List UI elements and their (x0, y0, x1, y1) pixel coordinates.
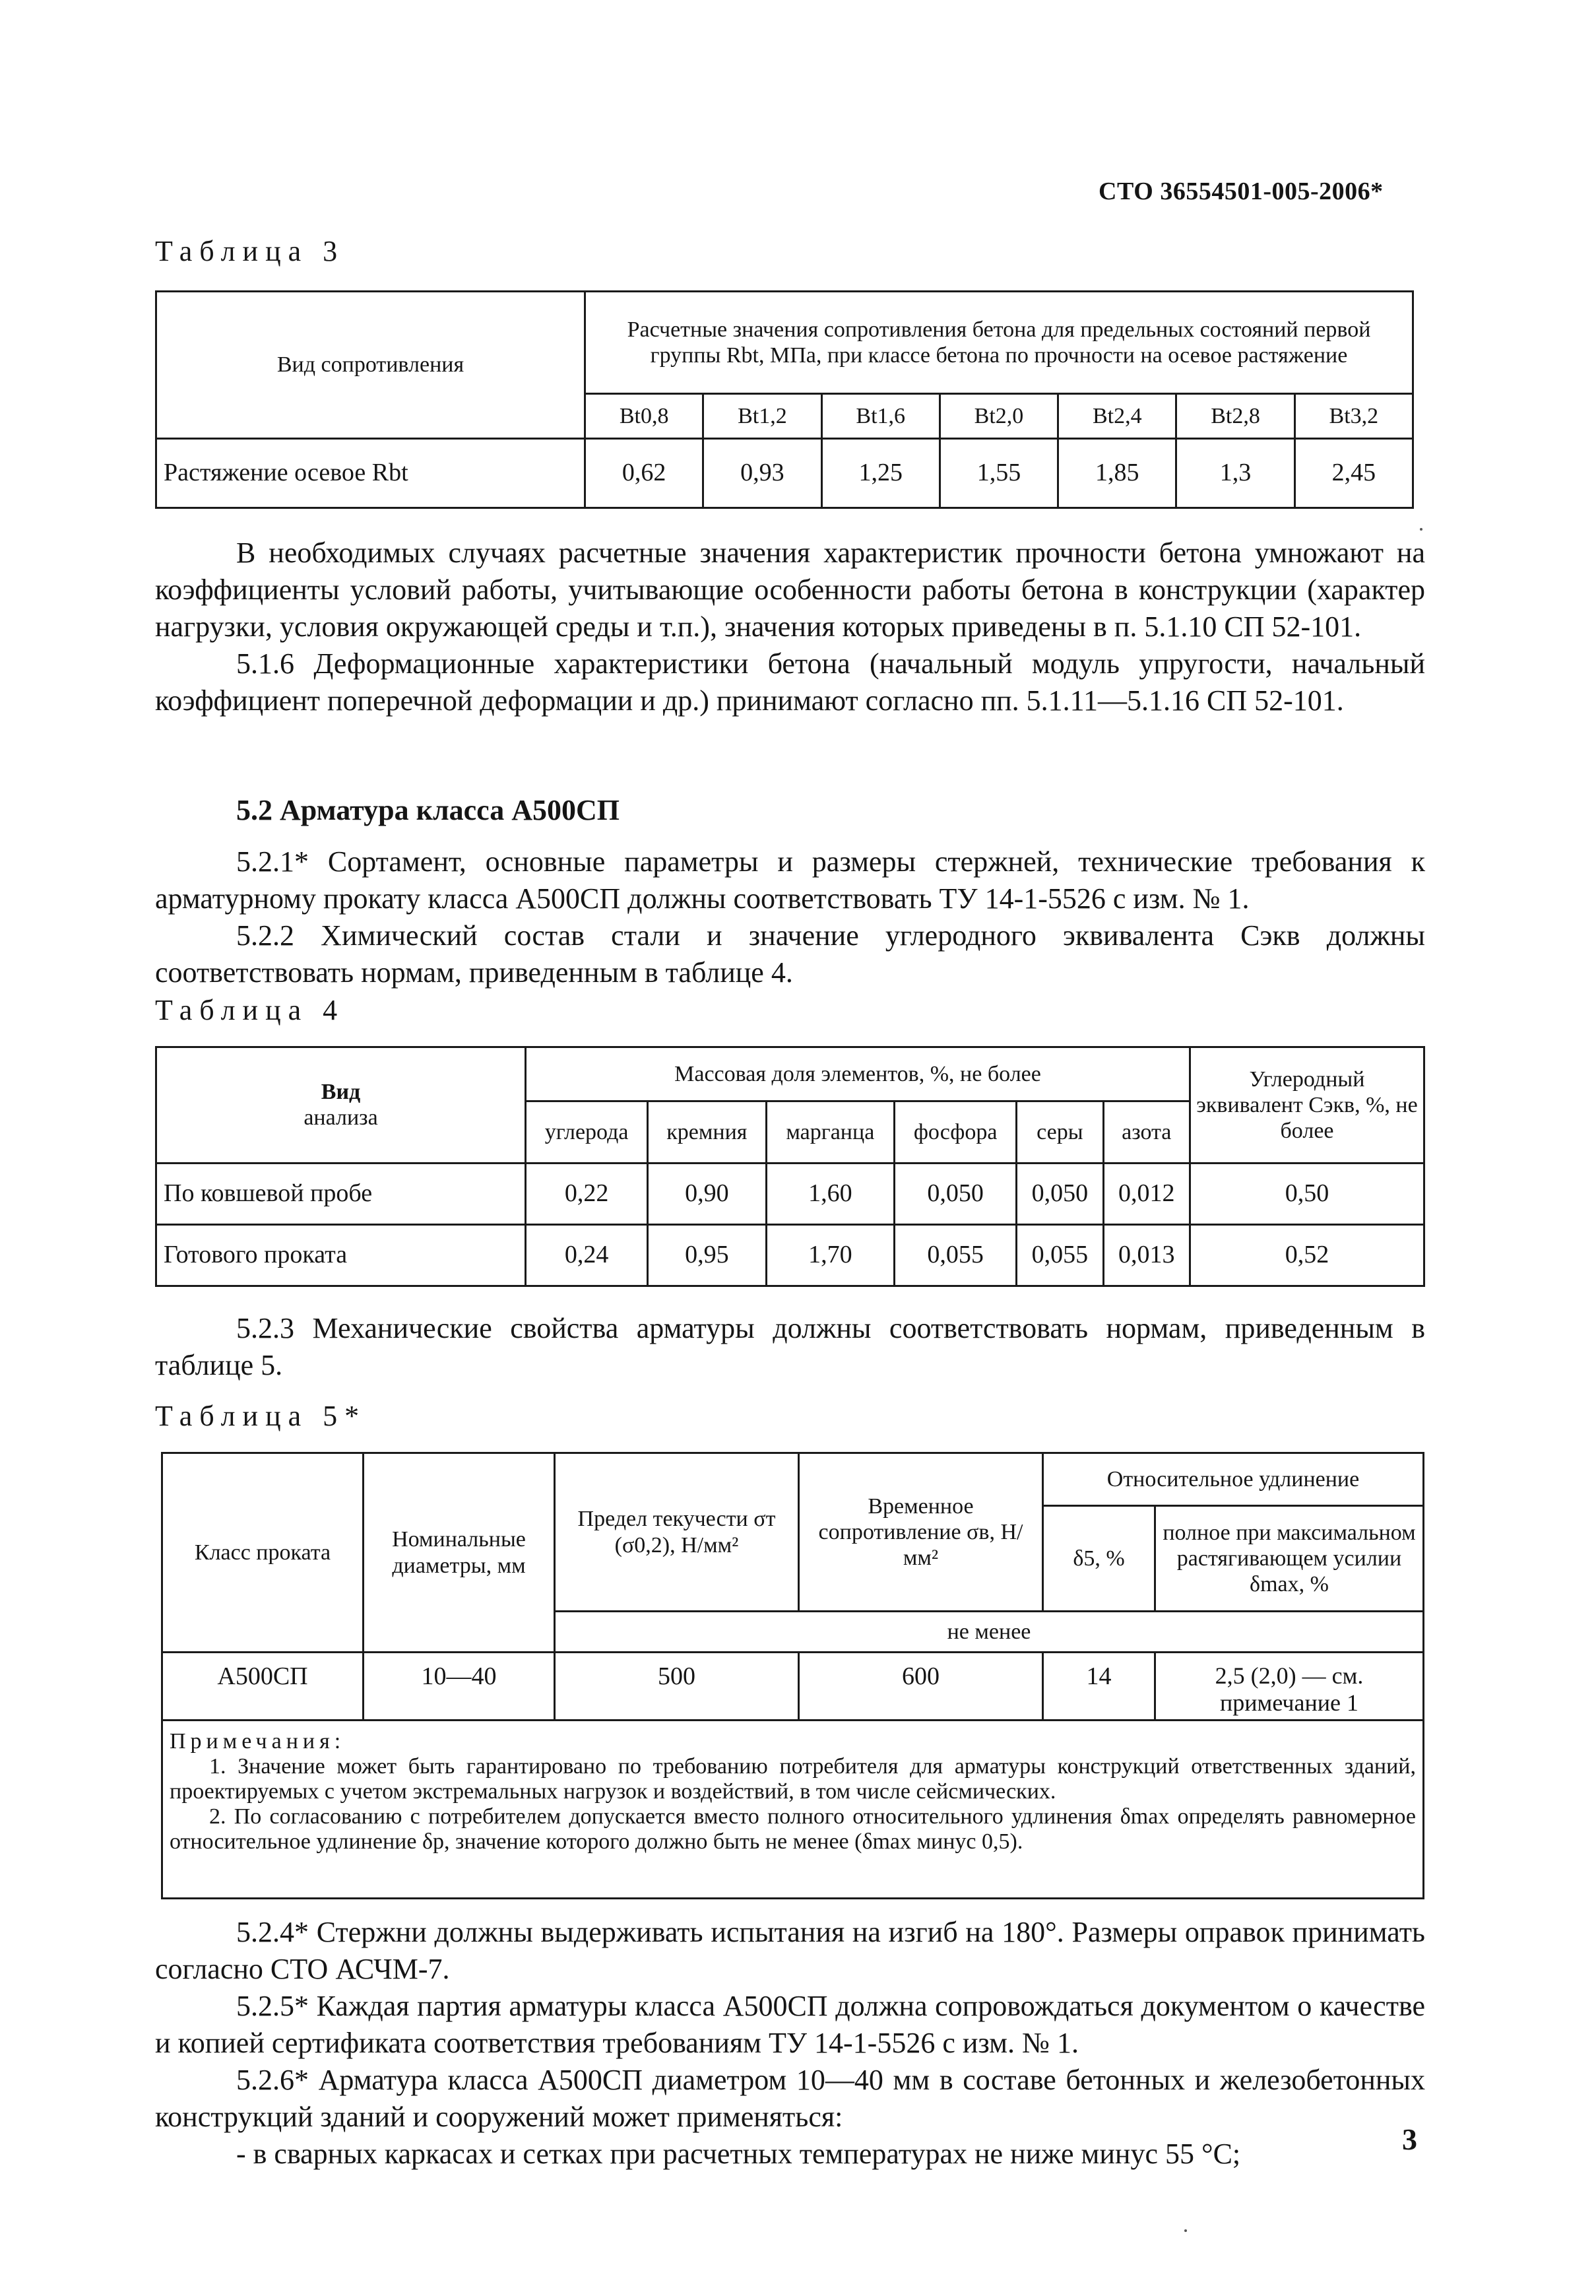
table5-cell-class: А500СП (162, 1653, 364, 1721)
table4 (155, 1046, 1425, 1287)
table5-cell-tensile: 600 (799, 1653, 1043, 1721)
page-number: 3 (1402, 2122, 1417, 2156)
paragraph-5-2-1: 5.2.1* Сортамент, основные параметры и размеры стержней, технические требования к арматурному прокату класса А500СП должны соответствовать ТУ 14-1-5526 с изм. № 1. (155, 845, 1425, 915)
table4-cell: 0,50 (1190, 1163, 1424, 1224)
table3-caption: Таблица 3 (155, 235, 345, 267)
table4-head-kind-sub: анализа (303, 1105, 378, 1131)
paragraph-5-2-5: 5.2.5* Каждая партия арматуры класса А500СП должна сопровождаться документом о качестве и копией сертификата соответствия требованиям ТУ 14-1-5526 с изм. № 1. (155, 1990, 1425, 2059)
paragraph-coefficients: В необходимых случаях расчетные значения характеристик прочности бетона умножают на коэффициенты условий работы, учитывающие особенности работы бетона в конструкции (характер нагрузки, условия окружающей среды и т.п.), значения которых приведены в п. 5.1.10 СП 52-101. (155, 537, 1425, 643)
table5 (161, 1452, 1424, 1899)
table4-head-kind-bold: Вид (321, 1080, 361, 1105)
scan-speck (1420, 528, 1422, 531)
table5-notes (162, 1721, 1424, 1899)
table5-head-class: Класс проката (162, 1453, 364, 1653)
table3 (155, 290, 1414, 509)
paragraph-list-item: - в сварных каркасах и сетках при расчетных температурах не ниже минус 55 °С; (236, 2138, 1241, 2170)
table3-cell: 1,3 (1176, 439, 1294, 508)
table4-cell: 1,70 (766, 1224, 895, 1286)
table3-class: Bt1,2 (703, 394, 821, 439)
table4-cell: 0,52 (1190, 1224, 1424, 1286)
table4-cell: 0,95 (648, 1224, 766, 1286)
table4-cell: 0,050 (895, 1163, 1017, 1224)
note-1: 1. Значение может быть гарантировано по требованию потребителя для арматуры конструкций ответственных зданий, проектируемых с учетом экстремальных нагрузок и воздействий, в том числе сейсмических. (170, 1754, 1416, 1804)
table5-head-tensile: Временное сопротивление σв, Н/мм² (799, 1453, 1043, 1612)
note-2: 2. По согласованию с потребителем допускается вместо полного относительного удлинения δmax определять равномерное относительное удлинение δр, значение которого должно быть не менее (δmax минус 0,5). (170, 1804, 1416, 1854)
table5-cell-yield: 500 (555, 1653, 799, 1721)
table3-cell: 2,45 (1294, 439, 1413, 508)
notes-title: Примечания: (170, 1729, 346, 1754)
paragraph-5-2-3: 5.2.3 Механические свойства арматуры должны соответствовать нормам, приведенным в таблице 5. (155, 1312, 1425, 1381)
table3-cell: 0,62 (585, 439, 703, 508)
table4-caption: Таблица 4 (155, 994, 345, 1026)
paragraph-5-2-6: 5.2.6* Арматура класса А500СП диаметром 10—40 мм в составе бетонных и железобетонных конструкций зданий и сооружений может применяться: (155, 2064, 1425, 2133)
table3-class: Bt2,8 (1176, 394, 1294, 439)
table4-row-label: По ковшевой пробе (156, 1163, 526, 1224)
table5-head-min: не менее (555, 1612, 1424, 1653)
table4-cell: 0,012 (1103, 1163, 1190, 1224)
table4-element: серы (1017, 1101, 1103, 1163)
table4-cell: 1,60 (766, 1163, 895, 1224)
scan-speck (1184, 2229, 1187, 2232)
table3-row-label: Растяжение осевое Rbt (156, 439, 585, 508)
table4-element: фосфора (895, 1101, 1017, 1163)
table3-head-kind: Вид сопротивления (156, 292, 585, 439)
section-heading-5-2: 5.2 Арматура класса А500СП (236, 794, 620, 826)
table4-head-kind (156, 1047, 526, 1164)
table4-cell: 0,050 (1017, 1163, 1103, 1224)
table4-element: азота (1103, 1101, 1190, 1163)
table4-cell: 0,013 (1103, 1224, 1190, 1286)
table4-row-label: Готового проката (156, 1224, 526, 1286)
paragraph-5-1-6: 5.1.6 Деформационные характеристики бетона (начальный модуль упругости, начальный коэффициент поперечной деформации и др.) принимают согласно пп. 5.1.11—5.1.16 СП 52-101. (155, 647, 1425, 717)
body-text-1 (155, 535, 1425, 719)
table5-head-elongation: Относительное удлинение (1043, 1453, 1424, 1506)
paragraph-5-2-2: 5.2.2 Химический состав стали и значение углеродного эквивалента Cэкв должны соответствовать нормам, приведенным в таблице 4. (155, 919, 1425, 989)
table4-element: углерода (526, 1101, 648, 1163)
table4-cell: 0,90 (648, 1163, 766, 1224)
table4-head-equiv: Углеродный эквивалент Cэкв, %, не более (1190, 1047, 1424, 1164)
table5-cell-diameters: 10—40 (364, 1653, 555, 1721)
table3-cell: 0,93 (703, 439, 821, 508)
table3-class: Bt3,2 (1294, 394, 1413, 439)
body-text-3 (155, 1310, 1425, 1384)
table4-cell: 0,24 (526, 1224, 648, 1286)
table3-cell: 1,25 (821, 439, 940, 508)
document-code: СТО 36554501-005-2006* (1099, 178, 1384, 205)
table4-head-mass: Массовая доля элементов, %, не более (526, 1047, 1190, 1101)
table5-cell-d5: 14 (1043, 1653, 1155, 1721)
table5-cell-full: 2,5 (2,0) — см. примечание 1 (1155, 1653, 1424, 1721)
table4-cell: 0,22 (526, 1163, 648, 1224)
table3-class: Bt2,4 (1058, 394, 1176, 439)
body-text-4 (155, 1914, 1425, 2173)
table3-cell: 1,55 (940, 439, 1058, 508)
table3-class: Bt0,8 (585, 394, 703, 439)
table5-caption: Таблица 5* (155, 1400, 367, 1432)
table4-cell: 0,055 (1017, 1224, 1103, 1286)
paragraph-5-2-4: 5.2.4* Стержни должны выдерживать испытания на изгиб на 180°. Размеры оправок принимать согласно СТО АСЧМ-7. (155, 1916, 1425, 1985)
table3-class: Bt2,0 (940, 394, 1058, 439)
table4-cell: 0,055 (895, 1224, 1017, 1286)
table5-head-diameters: Номинальные диаметры, мм (364, 1453, 555, 1653)
table5-head-d5: δ5, % (1043, 1506, 1155, 1612)
table5-head-yield: Предел текучести σт (σ0,2), Н/мм² (555, 1453, 799, 1612)
table3-class: Bt1,6 (821, 394, 940, 439)
table3-cell: 1,85 (1058, 439, 1176, 508)
table5-head-full-elongation: полное при максимальном растягивающем усилии δmax, % (1155, 1506, 1424, 1612)
table4-element: кремния (648, 1101, 766, 1163)
body-text-2 (155, 792, 1425, 991)
table3-head-main: Расчетные значения сопротивления бетона для предельных состояний первой группы Rbt, МПа, при классе бетона по прочности на осевое растяжение (585, 292, 1413, 394)
table4-element: марганца (766, 1101, 895, 1163)
